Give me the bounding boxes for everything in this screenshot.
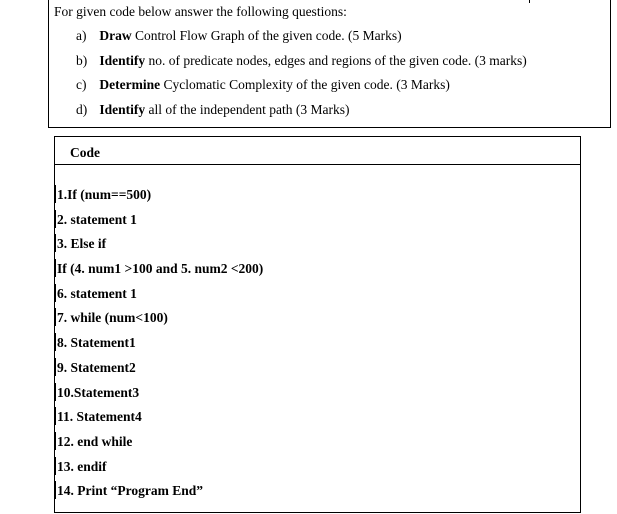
code-line: 13. endif: [55, 459, 263, 484]
question-item: [76, 53, 527, 78]
code-line: 9. Statement2: [55, 360, 263, 385]
code-line: 11. Statement4: [55, 409, 263, 434]
question-item: [76, 77, 527, 102]
question-text: Control Flow Graph of the given code. (5 Marks): [131, 28, 402, 43]
question-letter: b): [76, 52, 88, 68]
question-item: [76, 28, 527, 53]
question-verb: Identify: [99, 52, 146, 68]
code-table: [54, 136, 581, 513]
code-line: 1.If (num==500): [55, 187, 263, 212]
question-letter: d): [76, 101, 88, 117]
code-line: 10.Statement3: [55, 385, 263, 410]
question-text: Cyclomatic Complexity of the given code. (3 Marks): [160, 77, 450, 92]
table-divider: [529, 0, 530, 3]
question-item: [76, 102, 527, 127]
question-list: [76, 28, 527, 126]
code-listing: [55, 187, 263, 508]
question-verb: Determine: [99, 77, 161, 92]
question-verb: Draw: [99, 28, 132, 43]
code-header: Code: [55, 137, 580, 165]
code-line: 6. statement 1: [55, 286, 263, 311]
code-line: 12. end while: [55, 434, 263, 459]
code-line: 7. while (num<100): [55, 310, 263, 335]
code-line: 14. Print “Program End”: [55, 483, 263, 508]
code-line: 3. Else if: [55, 236, 263, 261]
question-letter: c): [76, 77, 87, 92]
code-line: 8. Statement1: [55, 335, 263, 360]
code-line: 2. statement 1: [55, 212, 263, 237]
question-letter: a): [76, 28, 87, 43]
question-verb: Identify: [99, 101, 146, 117]
question-text: no. of predicate nodes, edges and regions of the given code. (3 marks): [145, 52, 527, 68]
code-line: If (4. num1 >100 and 5. num2 <200): [55, 261, 263, 286]
intro-text: For given code below answer the following questions:: [54, 4, 347, 19]
question-text: all of the independent path (3 Marks): [145, 101, 350, 117]
